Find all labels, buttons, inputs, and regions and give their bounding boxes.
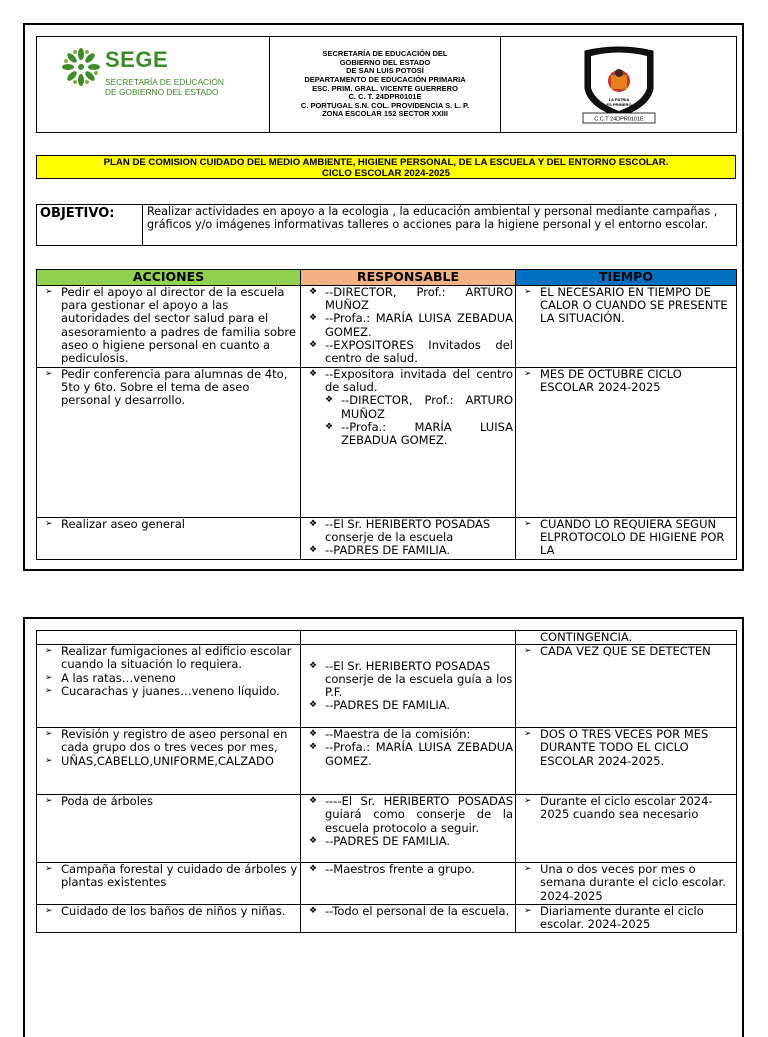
tiempo-item: ➢ MES DE OCTUBRE CICLO ESCOLAR 2024-2025 bbox=[520, 368, 734, 394]
responsable-item: ❖ --Profa.: MARÍA LUISA ZEBADUA GOMEZ. bbox=[305, 312, 513, 338]
school-crest-icon bbox=[577, 45, 661, 125]
table-row bbox=[37, 728, 737, 795]
responsable-item: ❖ --Maestra de la comisión: bbox=[305, 728, 513, 741]
accion-item: ➢ Revisión y registro de aseo personal en cada grupo dos o tres veces por mes, bbox=[41, 728, 298, 754]
accion-item: ➢ Cuidado de los baños de niños y niñas. bbox=[41, 905, 298, 918]
responsable-item: ❖ --Profa.: MARÍA LUISA ZEBADUA GOMEZ. bbox=[305, 741, 513, 767]
accion-item: ➢ A las ratas…veneno bbox=[41, 672, 298, 685]
accion-item: ➢ Pedir conferencia para alumnas de 4to, 5to y 6to. Sobre el tema de aseo personal y desarrollo. bbox=[41, 368, 298, 408]
tiempo-item: ➢ Una o dos veces por mes o semana durante el ciclo escolar. 2024-2025 bbox=[520, 863, 734, 903]
responsable-item: ❖ --Todo el personal de la escuela. bbox=[305, 905, 513, 918]
tiempo-item: ➢ CUANDO LO REQUIERA SEGÚN ELPROTOCOLO DE HIGIENE POR LA bbox=[520, 518, 734, 558]
column-header-acciones: ACCIONES bbox=[37, 270, 301, 286]
responsable-item: ❖ --El Sr. HERIBERTO POSADAS conserje de la escuela bbox=[305, 518, 513, 544]
sege-leaf-logo-icon bbox=[61, 47, 101, 87]
table-row bbox=[37, 368, 737, 518]
responsable-item: ❖ --DIRECTOR, Prof.: ARTURO MUÑOZ bbox=[305, 286, 513, 312]
table-row bbox=[37, 518, 737, 560]
school-info: SECRETARÍA DE EDUCACIÓN DEL GOBIERNO DEL ESTADO DE SAN LUIS POTOSÍ DEPARTAMENTO DE EDUCACIÓN PRIMARIA ESC. PRIM. GRAL. VICENTE GUERRERO C. C. T. 24DPR0101E C. PORTUGAL S.N. COL. PROVIDENCIA S. L. P. ZONA ESCOLAR 152 SECTOR XXIII bbox=[270, 37, 501, 133]
table-row bbox=[37, 795, 737, 863]
table-row bbox=[37, 645, 737, 728]
objective-box bbox=[36, 204, 737, 246]
responsable-item: ❖ --PADRES DE FAMILIA. bbox=[305, 835, 513, 848]
responsable-item: ❖ --Maestros frente a grupo. bbox=[305, 863, 513, 876]
sege-title: SEGE bbox=[105, 47, 169, 72]
column-header-tiempo: TIEMPO bbox=[516, 270, 737, 286]
plan-title: PLAN DE COMISION CUIDADO DEL MEDIO AMBIENTE, HIGIENE PERSONAL, DE LA ESCUELA Y DEL ENTORNO ESCOLAR. CICLO ESCOLAR 2024-2025 bbox=[36, 155, 736, 179]
tiempo-continuation: CONTINGENCIA. bbox=[516, 631, 737, 645]
accion-item: ➢ Realizar fumigaciones al edificio escolar cuando la situación lo requiera. bbox=[41, 645, 298, 671]
responsable-item: ❖ --DIRECTOR, Prof.: ARTURO MUÑOZ bbox=[321, 394, 513, 420]
crest-motto-2: ES PRIMERO bbox=[606, 102, 632, 107]
responsable-item: ❖ --EXPOSITORES Invitados del centro de salud. bbox=[305, 339, 513, 365]
table-row bbox=[37, 286, 737, 368]
responsable-item: ❖ --Profa.: MARÍA LUISA ZEBADUA GOMEZ. bbox=[321, 421, 513, 447]
accion-item: ➢ Cucarachas y juanes…veneno líquido. bbox=[41, 685, 298, 698]
responsable-item: ❖ --PADRES DE FAMILIA. bbox=[305, 699, 513, 712]
responsable-item: ❖ ----El Sr. HERIBERTO POSADAS guiará como conserje de la escuela protocolo a seguir. bbox=[305, 795, 513, 835]
objective-label: OBJETIVO: bbox=[37, 205, 143, 246]
accion-item: ➢ Pedir el apoyo al director de la escuela para gestionar el apoyo a las autoridades del sector salud para el asesoramiento a padres de familia sobre aseo o higiene personal en cuanto a pediculosis. bbox=[41, 286, 298, 365]
tiempo-item: ➢ EL NECESARIO EN TIEMPO DE CALOR O CUANDO SE PRESENTE LA SITUACIÓN. bbox=[520, 286, 734, 326]
crest-motto-1: LA PATRIA bbox=[608, 97, 630, 102]
table-row bbox=[37, 905, 737, 933]
tiempo-item: ➢ Durante el ciclo escolar 2024-2025 cuando sea necesario bbox=[520, 795, 734, 821]
tiempo-item: ➢ DOS O TRES VECES POR MES DURANTE TODO EL CICLO ESCOLAR 2024-2025. bbox=[520, 728, 734, 768]
tiempo-item: ➢ CADA VEZ QUE SE DETECTEN bbox=[520, 645, 734, 658]
sege-subtitle: SECRETARÍA DE EDUCACIÓN DE GOBIERNO DEL ESTADO bbox=[105, 77, 224, 97]
actions-table-page-2 bbox=[36, 630, 737, 933]
table-row bbox=[37, 631, 737, 645]
accion-item: ➢ Campaña forestal y cuidado de árboles y plantas existentes bbox=[41, 863, 298, 889]
responsable-item: ❖ --PADRES DE FAMILIA. bbox=[305, 544, 513, 557]
tiempo-item: ➢ Diariamente durante el ciclo escolar. 2024-2025 bbox=[520, 905, 734, 931]
responsable-item: ❖ --Expositora invitada del centro de salud. bbox=[305, 368, 513, 394]
document-header bbox=[36, 36, 737, 133]
sege-logo-cell bbox=[37, 37, 270, 133]
table-row bbox=[37, 863, 737, 905]
page-2 bbox=[23, 617, 744, 1037]
page-1 bbox=[23, 23, 744, 571]
school-crest-cell bbox=[501, 37, 737, 133]
objective-text: Realizar actividades en apoyo a la ecologia , la educación ambiental y personal mediante campañas , gráficos y/o imágenes informativas talleres o acciones para la higiene personal y el entorno escolar. bbox=[143, 205, 737, 246]
accion-item: ➢ Realizar aseo general bbox=[41, 518, 298, 531]
accion-item: ➢ Poda de árboles bbox=[41, 795, 298, 808]
responsable-item: ❖ --El Sr. HERIBERTO POSADAS conserje de la escuela guía a los P.F. bbox=[305, 660, 513, 700]
crest-ribbon: C.C.T 24DPR0101E bbox=[594, 116, 644, 123]
accion-item: ➢ UÑAS,CABELLO,UNIFORME,CALZADO bbox=[41, 755, 298, 768]
actions-table-page-1 bbox=[36, 269, 737, 560]
column-header-responsable: RESPONSABLE bbox=[301, 270, 516, 286]
